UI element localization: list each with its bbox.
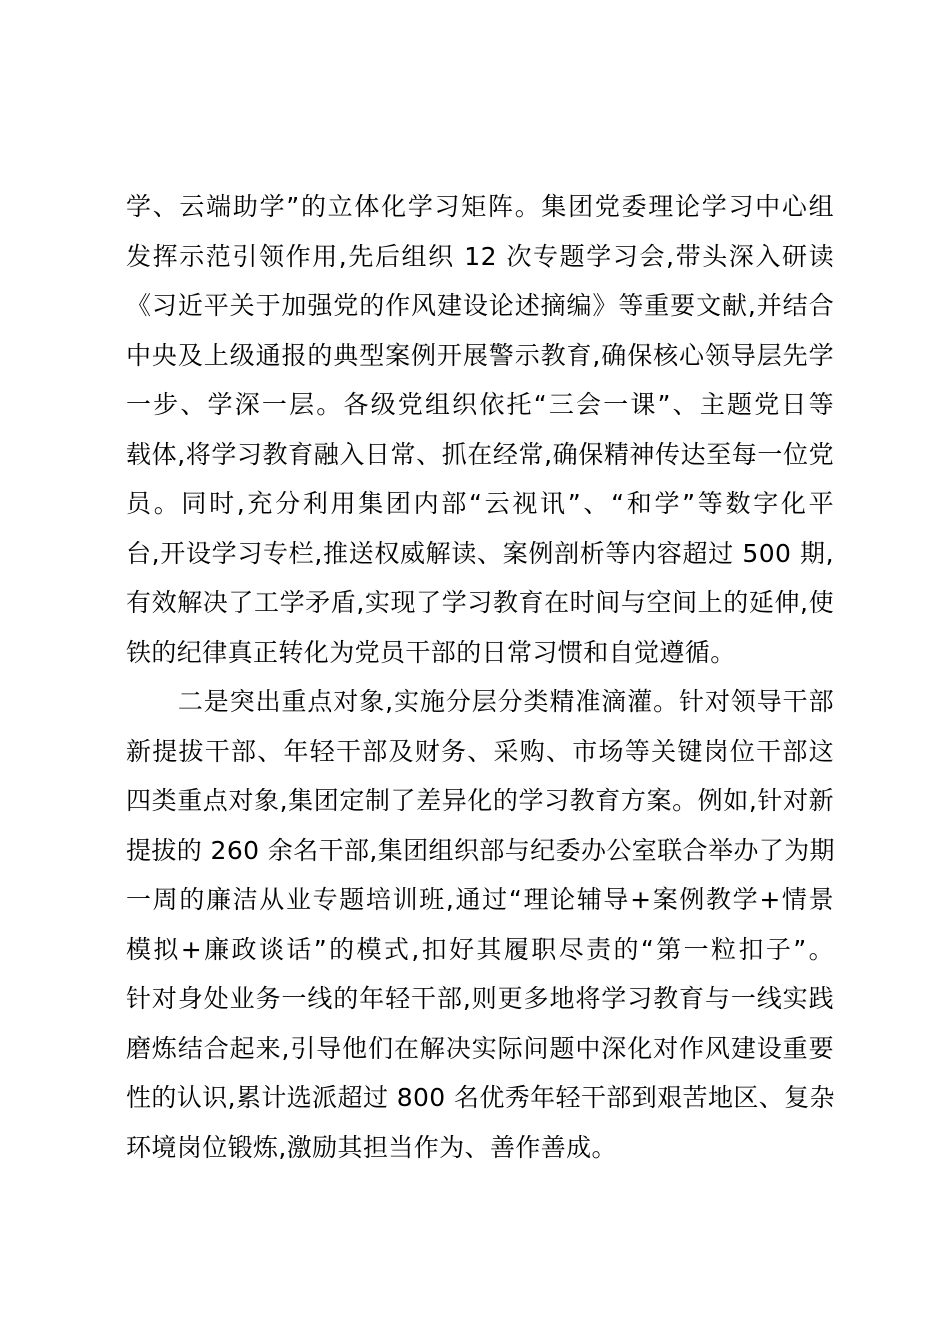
text-line: 模拟+廉政谈话”的模式,扣好其履职尽责的“第一粒扣子”。 — [126, 934, 834, 964]
paragraph-2 — [126, 677, 834, 1172]
text-line: 四类重点对象,集团定制了差异化的学习教育方案。例如,针对新 — [126, 786, 834, 815]
text-line: 新提拔干部、年轻干部及财务、采购、市场等关键岗位干部这 — [126, 736, 834, 766]
text-line: 性的认识,累计选派超过 800 名优秀年轻干部到艰苦地区、复杂 — [126, 1083, 835, 1112]
text-line: 发挥示范引领作用,先后组织 12 次专题学习会,带头深入研读 — [126, 241, 834, 271]
text-line: 学、云端助学”的立体化学习矩阵。集团党委理论学习中心组 — [126, 192, 834, 221]
text-line: 铁的纪律真正转化为党员干部的日常习惯和自觉遵循。 — [126, 637, 736, 667]
text-line: 环境岗位锻炼,激励其担当作为、善作善成。 — [126, 1132, 617, 1162]
paragraph-1 — [126, 182, 834, 677]
text-line: 一周的廉洁从业专题培训班,通过“理论辅导+案例教学+情景 — [126, 885, 834, 914]
text-line: 磨炼结合起来,引导他们在解决实际问题中深化对作风建设重要 — [126, 1033, 834, 1063]
text-line: 针对身处业务一线的年轻干部,则更多地将学习教育与一线实践 — [126, 984, 834, 1013]
text-line: 二是突出重点对象,实施分层分类精准滴灌。针对领导干部 — [126, 687, 834, 716]
text-line: 台,开设学习专栏,推送权威解读、案例剖析等内容超过 500 期, — [126, 538, 834, 568]
text-line: 员。同时,充分利用集团内部“云视讯”、“和学”等数字化平 — [126, 489, 834, 518]
text-line: 有效解决了工学矛盾,实现了学习教育在时间与空间上的延伸,使 — [126, 588, 834, 617]
text-line: 一步、学深一层。各级党组织依托“三会一课”、主题党日等 — [126, 390, 834, 419]
text-line: 中央及上级通报的典型案例开展警示教育,确保核心领导层先学 — [126, 340, 834, 370]
text-line: 载体,将学习教育融入日常、抓在经常,确保精神传达至每一位党 — [126, 439, 834, 469]
text-line: 提拔的 260 余名干部,集团组织部与纪委办公室联合举办了为期 — [126, 835, 835, 865]
text-line: 《习近平关于加强党的作风建设论述摘编》等重要文献,并结合 — [126, 291, 834, 320]
body-text — [126, 182, 834, 1172]
